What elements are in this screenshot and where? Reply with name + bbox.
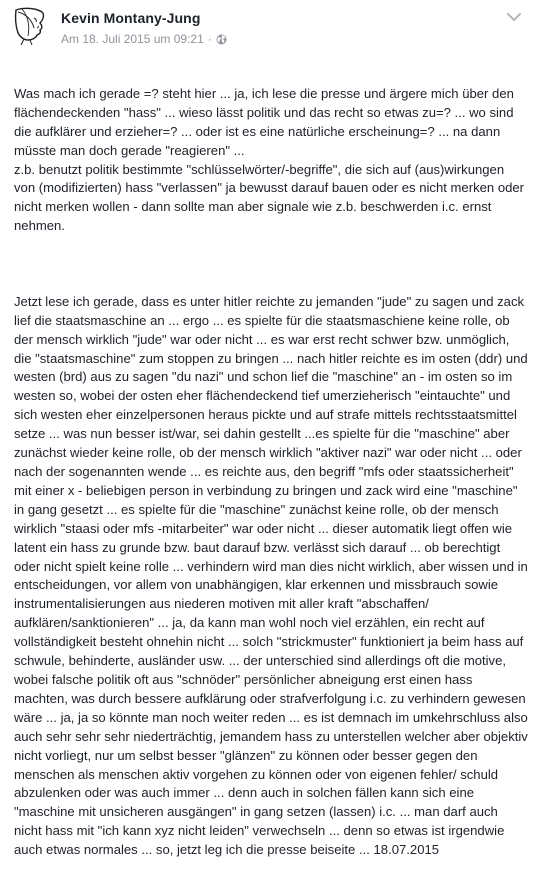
chevron-down-icon[interactable]	[506, 10, 522, 22]
post-paragraph-1: Was mach ich gerade =? steht hier ... ja, ich lese die presse und ärgere mich über den flächendeckenden "hass" ... wieso lässt politik und das recht so etwas zu=? ... wo sind die aufklärer und erzieher=? ... oder ist es eine natürliche erscheinung=? ... na dann müsste man doch gerade "reagieren" ... z.b. benutzt politik bestimmte "schlüsselwörter/-begriffe", die sich auf (aus)wirkungen von (modifizierten) hass "verlassen" ja bewusst darauf bauen oder es nicht merken oder nicht merken wollen - dann sollte man aber signale wie z.b. beschwerden i.c. ernst nehmen.	[14, 85, 525, 234]
profile-sketch-icon	[12, 6, 50, 46]
globe-icon[interactable]	[216, 34, 227, 45]
post-header	[0, 0, 534, 56]
paragraph-spacer	[14, 255, 528, 274]
post-text	[14, 66, 528, 879]
author-name[interactable]: Kevin Montany-Jung	[61, 10, 201, 26]
post-meta	[61, 32, 227, 46]
post-paragraph-2: Jetzt lese ich gerade, dass es unter hitler reichte zu jemanden "jude" zu sagen und zack lief die staatsmaschine an ... ergo ... es spielte für die staatsmaschiene keine rolle, ob der mensch wirklich "jude" war oder nicht ... es war erst recht schwer bzw. unmöglich, die "staatsmaschine" zum stoppen zu bringen ... nach hitler reichte es im osten (ddr) und westen (brd) aus zu sagen "du nazi" und schon lief die "maschine" an - im osten so im westen so, wobei der osten eher flächendeckend tief umerzieherisch "eintauchte" und sich westen eher einzelpersonen heraus pickte und auf strafe mittels rechtsstaatsmittel setze ... was nun besser ist/war, sei dahin gestellt ...es spielte für die "maschine" aber zunächst wieder keine rolle, ob der mensch wirklich "aktiver nazi" war oder nicht ... oder nach der sogenannten wende ... es reichte aus, den begriff "mfs oder staatssicherheit" mit einer x - beliebigen person in verbindung zu bringen und zack wird eine "maschine" in gang gesetzt ... es spielte für die "maschine" zunächst keine rolle, ob der mensch wirklich "staasi oder mfs -mitarbeiter" war oder nicht ... dieser automatik liegt offen wie latent ein hass zu grunde bzw. baut darauf bzw. verlässt sich darauf ... ob berechtigt oder nicht spielt keine rolle ... verhindern wird man dies nicht wirklich, aber wissen und in entscheidungen, vor allem von unabhängigen, klar erkennen und missbrauch sowie instrumentalisierungen aus niederen motiven mit aller kraft "abschaffen/ aufklären/sanktionieren" ... ja, da kann man wohl noch viel erzählen, ein recht auf vollständigkeit besteht ohnehin nicht ... solch "strickmuster" funktioniert ja beim hass auf schwule, behinderte, ausländer usw. ... der unterschied sind allerdings oft die motive, wobei falsche politik oft aus "schnöder" persönlicher abneigung erst einen hass machten, was durch bessere aufklärung oder strafverfolgung i.c. zu verhindern gewesen wäre ... ja, ja so könnte man noch weiter reden ... es ist demnach im umkehrschluss also auch sehr sehr sehr niederträchtig, jemandem hass zu unterstellen welcher aber objektiv nicht vorliegt, nur um selbst besser "glänzen" zu können oder besser gegen den menschen als menschen aktiv vorgehen zu können oder von eigenen fehler/ schuld abzulenken oder was auch immer ... denn auch in solchen fällen kann sich eine "maschine mit unsicheren ausgängen" in gang setzen (lassen) i.c. ... man darf auch nicht hass mit "ich kann xyz nicht leiden" verwechseln ... denn so etwas ist irgendwie auch etwas normales ... so, jetzt leg ich die presse beiseite ... 18.07.2015	[14, 293, 528, 858]
meta-separator: ·	[207, 32, 212, 46]
post-timestamp[interactable]: Am 18. Juli 2015 um 09:21	[61, 32, 204, 46]
avatar[interactable]	[12, 6, 50, 46]
